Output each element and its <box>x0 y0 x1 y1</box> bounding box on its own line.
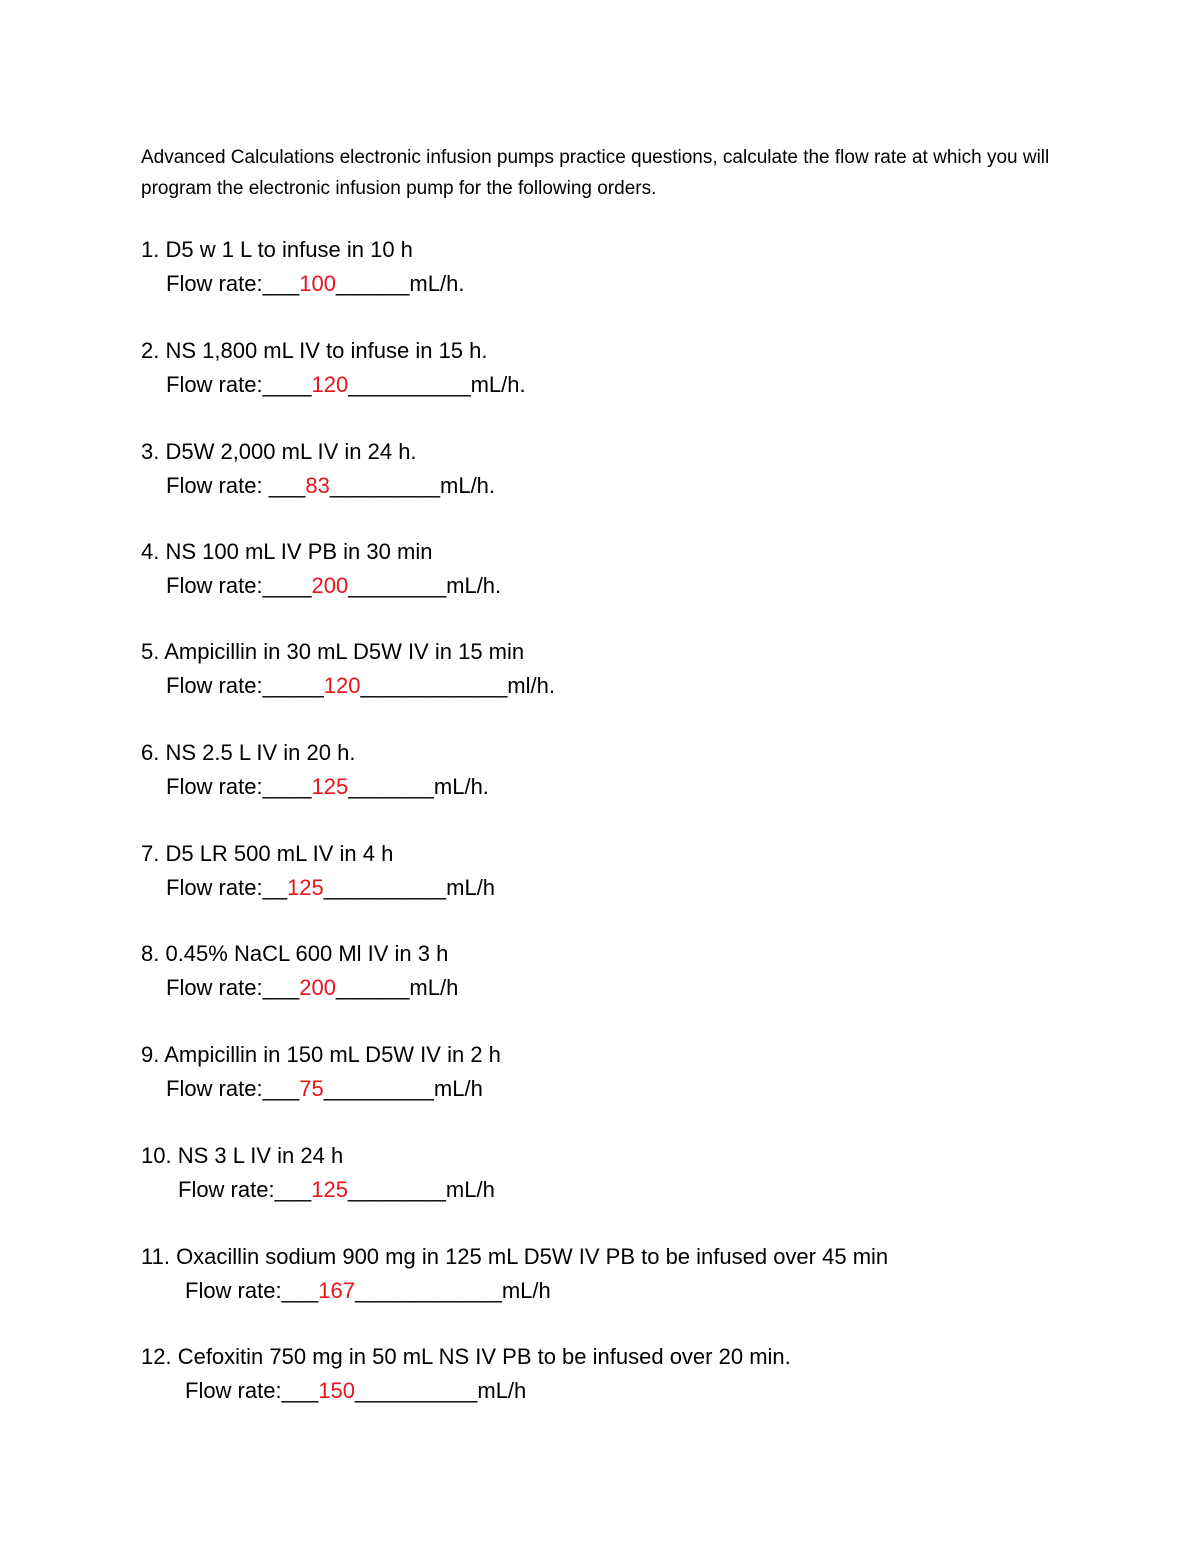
flow-rate-line <box>141 971 458 1005</box>
order-text: 6. NS 2.5 L IV in 20 h. <box>141 740 356 765</box>
rate-prefix: Flow rate:____ <box>166 372 312 397</box>
question-6 <box>141 736 489 804</box>
answer-value: 200 <box>311 573 349 598</box>
rate-suffix: _________mL/h <box>323 1076 483 1101</box>
flow-rate-line <box>141 368 526 402</box>
answer-value: 125 <box>311 774 349 799</box>
rate-suffix: ________mL/h. <box>348 573 502 598</box>
question-11 <box>141 1240 888 1308</box>
intro-paragraph: Advanced Calculations electronic infusion pumps practice questions, calculate the flow rate at which you will program the electronic infusion pump for the following orders. <box>141 147 1050 199</box>
order-text: 11. Oxacillin sodium 900 mg in 125 mL D5W IV PB to be infused over 45 min <box>141 1244 889 1269</box>
rate-prefix: Flow rate:__ <box>166 875 288 900</box>
question-8 <box>141 937 458 1005</box>
rate-prefix: Flow rate:___ <box>185 1378 319 1403</box>
rate-suffix: _______mL/h. <box>348 774 489 799</box>
question-10 <box>141 1139 495 1207</box>
question-12 <box>141 1340 791 1408</box>
question-1 <box>141 233 464 301</box>
order-text: 12. Cefoxitin 750 mg in 50 mL NS IV PB to be infused over 20 min. <box>141 1344 791 1369</box>
flow-rate-line <box>141 770 489 804</box>
answer-value: 167 <box>318 1278 356 1303</box>
rate-prefix: Flow rate: ___ <box>166 473 306 498</box>
flow-rate-line <box>141 569 501 603</box>
answer-value: 83 <box>305 473 330 498</box>
question-4 <box>141 535 501 603</box>
rate-suffix: ________mL/h <box>348 1177 495 1202</box>
question-2 <box>141 334 526 402</box>
flow-rate-line <box>141 267 464 301</box>
rate-prefix: Flow rate:___ <box>166 1076 300 1101</box>
rate-prefix: Flow rate:____ <box>166 573 312 598</box>
order-text: 4. NS 100 mL IV PB in 30 min <box>141 539 433 564</box>
answer-value: 200 <box>299 975 337 1000</box>
order-text: 2. NS 1,800 mL IV to infuse in 15 h. <box>141 338 488 363</box>
order-text: 3. D5W 2,000 mL IV in 24 h. <box>141 439 417 464</box>
flow-rate-line <box>141 669 555 703</box>
rate-suffix: __________mL/h <box>355 1378 527 1403</box>
question-7 <box>141 837 495 905</box>
order-text: 7. D5 LR 500 mL IV in 4 h <box>141 841 394 866</box>
question-3 <box>141 435 495 503</box>
rate-prefix: Flow rate:___ <box>166 271 300 296</box>
flow-rate-line <box>141 1374 791 1408</box>
rate-prefix: Flow rate:___ <box>185 1278 319 1303</box>
flow-rate-line <box>141 1274 888 1308</box>
answer-value: 125 <box>311 1177 349 1202</box>
flow-rate-line <box>141 1072 501 1106</box>
answer-value: 120 <box>311 372 349 397</box>
order-text: 8. 0.45% NaCL 600 Ml IV in 3 h <box>141 941 449 966</box>
rate-prefix: Flow rate:____ <box>166 774 312 799</box>
question-5 <box>141 635 555 703</box>
rate-suffix: __________mL/h. <box>348 372 526 397</box>
flow-rate-line <box>141 469 495 503</box>
rate-prefix: Flow rate:___ <box>166 975 300 1000</box>
order-text: 1. D5 w 1 L to infuse in 10 h <box>141 237 413 262</box>
answer-value: 150 <box>318 1378 356 1403</box>
rate-suffix: ____________ml/h. <box>360 673 555 698</box>
rate-prefix: Flow rate:_____ <box>166 673 324 698</box>
question-9 <box>141 1038 501 1106</box>
rate-suffix: ______mL/h <box>336 975 459 1000</box>
rate-suffix: __________mL/h <box>323 875 496 900</box>
answer-value: 75 <box>299 1076 324 1101</box>
answer-value: 100 <box>299 271 337 296</box>
flow-rate-line <box>141 1173 495 1207</box>
order-text: 9. Ampicillin in 150 mL D5W IV in 2 h <box>141 1042 501 1067</box>
rate-prefix: Flow rate:___ <box>178 1177 312 1202</box>
rate-suffix: ____________mL/h <box>355 1278 551 1303</box>
answer-value: 125 <box>287 875 324 900</box>
answer-value: 120 <box>323 673 361 698</box>
rate-suffix: ______mL/h. <box>336 271 465 296</box>
rate-suffix: _________mL/h. <box>329 473 496 498</box>
order-text: 10. NS 3 L IV in 24 h <box>141 1143 344 1168</box>
order-text: 5. Ampicillin in 30 mL D5W IV in 15 min <box>141 639 525 664</box>
flow-rate-line <box>141 871 495 905</box>
